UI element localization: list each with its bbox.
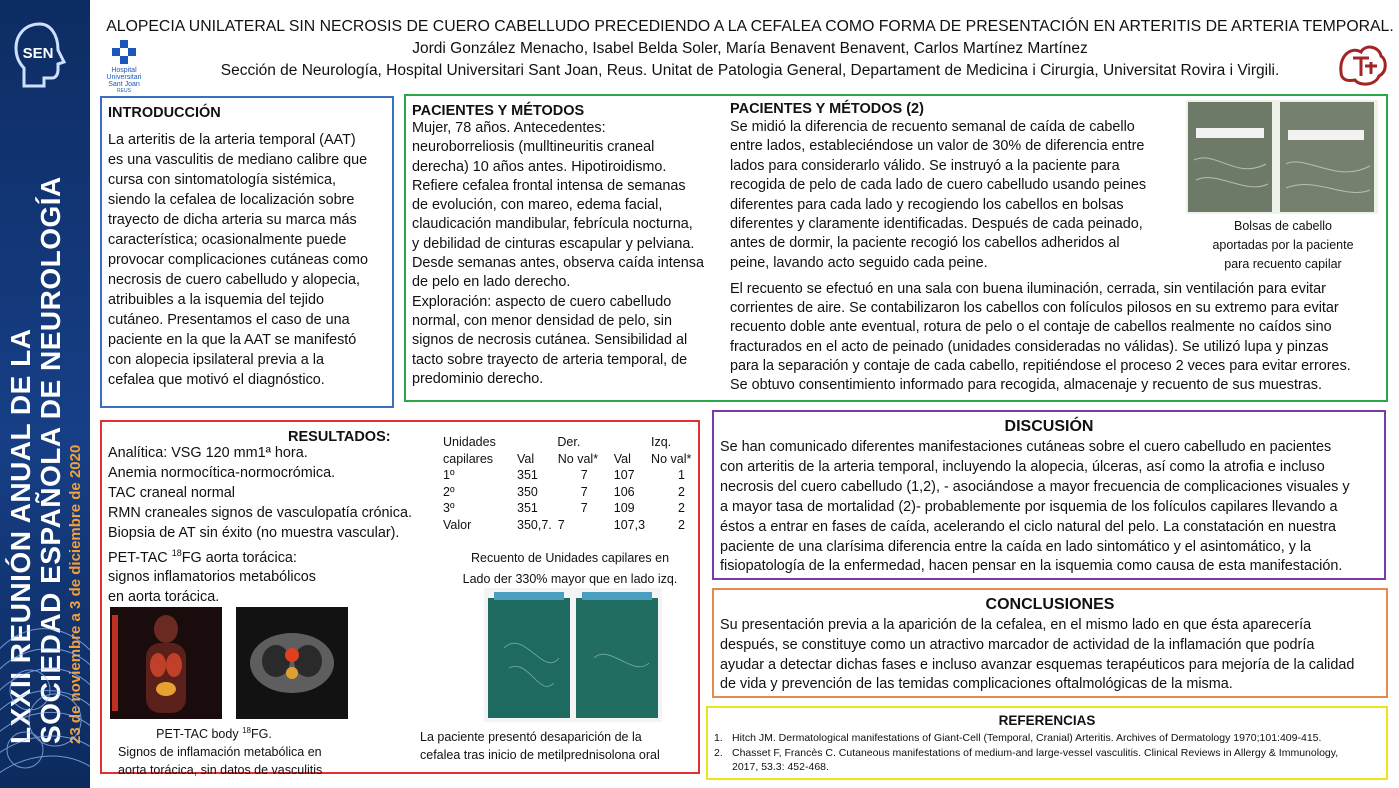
table-cell: 1º <box>443 468 455 482</box>
discusion-line: éstos a entrar en fases de caída, acelerando el ciclo natural del pelo. La constatación en nuestra <box>720 518 1336 535</box>
resultados-line: Anemia normocítica-normocrómica. <box>108 464 336 481</box>
brain-graphic <box>0 600 90 788</box>
table-header-cell: Val <box>613 451 631 466</box>
pacientes-line: tacto sobre trayecto de arteria temporal, de <box>412 351 688 368</box>
discusion-line: Se han comunicado diferentes manifestaciones cutáneas sobre el cuero cabelludo en pacientes <box>720 439 1332 455</box>
pacientes-line: de pelo en lado derecho. <box>412 274 571 291</box>
table-cell: 7 <box>580 501 588 515</box>
conference-title-line2: SOCIEDAD ESPAÑOLA DE NEUROLOGÍA <box>35 176 66 744</box>
pet-suffix: FG aorta torácica: <box>181 549 297 566</box>
table-cell: 109 <box>613 501 635 515</box>
discusion-line: necrosis del cuero cabelludo (1,2), - asociándose a mayor frecuencia de complicaciones visuales y <box>720 478 1350 495</box>
reference-item <box>714 731 1386 746</box>
reference-number: 2. <box>714 746 723 759</box>
conclusiones-heading: CONCLUSIONES <box>985 596 1115 613</box>
intro-line: trayecto de dicha arteria su marca más <box>108 212 357 228</box>
resultados-pet-line <box>108 544 438 569</box>
pacientes-line: Mujer, 78 años. Antecedentes: <box>412 120 606 136</box>
pacientes2-text-top <box>730 118 1180 273</box>
pet-axial-image <box>236 607 348 719</box>
referencias-heading: REFERENCIAS <box>998 713 1096 728</box>
table-header-cell: No val* <box>557 451 599 466</box>
pacientes2-line: recogida de pelo de cada lado de cuero cabelludo usando peines <box>730 177 1147 194</box>
discusion-heading: DISCUSIÓN <box>1004 418 1094 435</box>
pet-axial-scan <box>236 607 348 719</box>
conference-sidebar <box>0 0 90 788</box>
pet-caption <box>104 722 364 779</box>
pacientes-heading: PACIENTES Y MÉTODOS <box>412 103 585 119</box>
discusion-line: fisiopatología de la enfermedad, hacen pensar en la isquemia como causa de esta manifestación. <box>720 558 1343 575</box>
intro-line: es una vasculitis de mediano calibre que <box>108 152 368 168</box>
resultados-line: en aorta torácica. <box>108 589 220 606</box>
table-cell: 107,3 <box>613 517 646 532</box>
table-header-row <box>440 434 694 451</box>
intro-line: necrosis de cuero cabelludo y alopecia, <box>108 272 360 288</box>
table-cell: 2 <box>678 517 685 532</box>
pet-caption-line: aorta torácica, sin datos de vasculitis <box>118 763 323 778</box>
discusion-line: con arteritis de la arteria temporal, incluyendo la alopecia, úlceras, así como la atrofia e incluso <box>720 458 1325 475</box>
resultados-line: Analítica: VSG 120 mm1ª hora. <box>108 445 308 461</box>
hair-bags-caption-line: para recuento capilar <box>1224 257 1342 271</box>
discusion-line: paciente de una clarísima diferencia entre la caída en lado sintomático y el asintomático, y la <box>720 538 1312 555</box>
conclusiones-line: ayudar a detectar dichas fases e incluso avanzar esquemas terapéuticos para mejoría de la calidad <box>720 656 1355 673</box>
intro-line: cursa con sintomatología sistémica, <box>108 172 336 188</box>
table-cell: 2º <box>443 484 455 499</box>
treatment-photo <box>484 588 662 722</box>
conclusiones-line: de vida y prevención de las temidas complicaciones oftalmológicas de la misma. <box>720 676 1233 693</box>
discusion-text <box>720 438 1384 577</box>
pacientes2-line: fracturados en el acto de peinado (unidades consideradas no válidas). Se utilizó lupa y pinzas <box>730 338 1329 355</box>
resultados-line: TAC craneal normal <box>108 484 235 501</box>
pet-caption-sup: 18 <box>242 726 251 735</box>
conclusiones-text <box>720 616 1386 695</box>
pacientes-line: claudicación mandibular, febrícula nocturna, <box>412 216 693 233</box>
pet-caption-title <box>104 722 364 743</box>
table-caption-line: Recuento de Unidades capilares en <box>470 551 670 565</box>
conference-dates: 23 de noviembre a 3 de diciembre de 2020 <box>67 444 84 744</box>
table-cell: 2 <box>678 501 685 515</box>
pet-sup: 18 <box>171 547 182 558</box>
hair-bags-photo <box>1186 100 1378 214</box>
table-cell: 3º <box>443 501 455 515</box>
hospital-logo-line2: Universitari <box>106 74 142 81</box>
hair-bags-image <box>1186 100 1378 214</box>
resultados-line: Biopsia de AT sin éxito (no muestra vascular). <box>108 524 400 541</box>
pacientes2-text-bottom <box>730 280 1385 395</box>
table-cell: 351 <box>517 468 538 482</box>
conclusiones-line: después, se constituye como un atractivo marcador de actividad de la inflamación que podría <box>720 636 1315 653</box>
pacientes2-line: entre lados, estableciéndose un valor de 30% de diferencia entre <box>730 138 1145 155</box>
table-cell: 106 <box>613 484 635 499</box>
introduccion-heading: INTRODUCCIÓN <box>108 105 221 121</box>
hospital-logo-line3: Sant Joan <box>108 81 140 88</box>
treatment-caption-line: cefalea tras inicio de metilprednisolona oral <box>420 748 660 762</box>
pacientes-line: predominio derecho. <box>412 370 544 387</box>
table-row <box>440 500 694 517</box>
pacientes2-line: Se midió la diferencia de recuento semanal de caída de cabello <box>730 119 1135 135</box>
introduccion-text <box>108 130 390 390</box>
pet-body-scan <box>110 607 222 719</box>
reference-text: Hitch JM. Dermatological manifestations of Giant-Cell (Temporal, Cranial) Arteritis. Archives of Dermatology 1970;101:409-415. <box>732 732 1322 744</box>
table-caption <box>450 548 690 590</box>
pacientes2-line: diferentes y claramente identificadas. Después de cada peinado, <box>730 216 1143 233</box>
pacientes-line: Exploración: aspecto de cuero cabelludo <box>412 293 672 310</box>
intro-line: provocar complicaciones cutáneas como <box>108 252 368 268</box>
hair-bags-caption <box>1180 217 1386 274</box>
pet-prefix: PET-TAC <box>108 549 172 566</box>
table-cell: 350,7. <box>517 517 552 532</box>
table-cell: 107 <box>613 468 635 482</box>
table-header-cell: capilares <box>443 451 494 466</box>
resultados-line: RMN craneales signos de vasculopatía crónica. <box>108 504 412 521</box>
intro-line: siendo la cefalea de localización sobre <box>108 192 355 208</box>
table-header-cell: Der. <box>557 435 581 449</box>
table-cell: 7 <box>580 484 588 499</box>
hair-count-table <box>440 434 694 533</box>
pet-body-image <box>110 607 222 719</box>
table-cell: 7 <box>580 468 588 482</box>
conference-title-line1: LXXII REUNIÓN ANUAL DE LA <box>5 328 36 744</box>
table-cell: 7 <box>557 517 565 532</box>
resultados-line: signos inflamatorios metabólicos <box>108 569 316 586</box>
intro-line: cefalea que motivó el diagnóstico. <box>108 372 325 388</box>
pacientes-line: de evolución, con mareo, edema facial, <box>412 197 663 214</box>
table-header-cell: Val <box>517 451 535 466</box>
pacientes-line: neuroborreliosis (mulltineuritis craneal <box>412 139 655 156</box>
table-header-cell: No val* <box>651 451 692 466</box>
intro-line: atribuibles a la isquemia del tejido <box>108 292 324 308</box>
table-header-cell: Izq. <box>650 435 672 449</box>
intro-line: paciente en la que la AAT se manifestó <box>108 332 357 348</box>
intro-line: La arteritis de la arteria temporal (AAT) <box>108 132 356 148</box>
reference-text: Chasset F, Francès C. Cutaneous manifestations of medium-and large-vessel vasculitis. Clinical Reviews in Allergy & Immunology, <box>732 746 1339 759</box>
table-caption-line: Lado der 330% mayor que en lado izq. <box>462 572 678 586</box>
hospital-logo-line4: REUS <box>117 88 131 92</box>
intro-line: característica; ocasionalmente puede <box>108 232 347 248</box>
hospital-logo-line1: Hospital <box>111 67 137 74</box>
treatment-image <box>484 588 662 722</box>
table-row <box>440 517 694 534</box>
pacientes-line: signos de necrosis cutánea. Sensibilidad al <box>412 332 688 349</box>
table-cell: 1 <box>678 468 685 482</box>
pacientes2-line: recuento doble ante eventual, rotura de pelo o el contaje de cabellos realmente no caídos sino <box>730 319 1332 336</box>
pacientes-line: y debilidad de cinturas escapular y pelviana. <box>412 235 695 252</box>
pacientes2-line: para la separación y contaje de cada cabello, repitiéndose el proceso 2 veces para evitar errores. <box>730 357 1351 374</box>
pacientes2-heading: PACIENTES Y MÉTODOS (2) <box>730 101 924 117</box>
pacientes-line: normal, con menor densidad de pelo, sin <box>412 312 672 329</box>
pacientes2-line: corrientes de aire. Se contabilizaron los cabellos con folículos pilosos en su extremo para evitar <box>730 300 1339 317</box>
hair-bags-caption-line: Bolsas de cabello <box>1234 219 1332 233</box>
pacientes2-line: Se obtuvo consentimiento informado para recogida, almacenaje y recuento de sus muestras. <box>730 377 1322 394</box>
reference-number: 1. <box>714 732 723 744</box>
poster-affiliation: Sección de Neurología, Hospital Universitari Sant Joan, Reus. Unitat de Patologia General, Departament de Medicina i Cirurgia, Universitat Rovira i Virgili. <box>220 62 1280 79</box>
table-row <box>440 484 694 501</box>
table-header-cell: Unidades <box>443 435 496 449</box>
intro-line: con alopecia ipsilateral previa a la <box>108 352 324 368</box>
table-cell: 350 <box>517 484 538 499</box>
table-header-row <box>440 451 694 468</box>
pacientes2-line: peine, lavando acto seguido cada peine. <box>730 254 988 271</box>
treatment-caption <box>420 728 700 764</box>
table-cell: 2 <box>678 484 685 499</box>
pacientes2-line: antes de dormir, la paciente recogió los cabellos adheridos al <box>730 235 1120 252</box>
table-row <box>440 467 694 484</box>
treatment-caption-line: La paciente presentó desaparición de la <box>420 730 642 744</box>
pacientes2-line: diferentes para cada lado y recogiendo los cabellos en bolsas <box>730 196 1124 213</box>
intro-line: cutáneo. Presentamos el caso de una <box>108 312 350 328</box>
pet-caption-line: Signos de inflamación metabólica en <box>118 745 322 760</box>
pacientes-line: derecha) 10 años antes. Hipotiroidismo. <box>412 158 667 175</box>
hair-bags-caption-line: aportadas por la paciente <box>1212 238 1354 252</box>
resultados-heading: RESULTADOS: <box>288 429 391 445</box>
sen-logo-text: SEN <box>22 45 54 62</box>
pacientes-text <box>412 119 722 389</box>
reference-text-cont: 2017, 53.3: 452-468. <box>732 761 829 773</box>
pet-caption-suffix: FG. <box>250 727 272 742</box>
pacientes2-line: El recuento se efectuó en una sala con buena iluminación, cerrada, sin ventilación para evitar <box>730 281 1326 297</box>
referencias-list <box>714 731 1386 775</box>
pet-caption-prefix: PET-TAC body <box>156 727 243 742</box>
poster-authors: Jordi González Menacho, Isabel Belda Soler, María Benavent Benavent, Carlos Martínez Martínez <box>412 40 1088 57</box>
pacientes2-line: lados para considerarlo válido. Se instruyó a la paciente para <box>730 157 1120 174</box>
discusion-line: a mayor tasa de mortalidad (2)- probablemente por isquemia de los folículos capilares llevando a <box>720 498 1338 515</box>
reference-item <box>714 746 1386 761</box>
poster-title: ALOPECIA UNILATERAL SIN NECROSIS DE CUERO CABELLUDO PRECEDIENDO A LA CEFALEA COMO FORMA DE PRESENTACIÓN EN ARTERITIS DE ARTERIA TEMPORAL. <box>106 18 1394 35</box>
table-cell: Valor <box>443 517 472 532</box>
pacientes-line: Desde semanas antes, observa caída intensa <box>412 255 704 272</box>
resultados-text <box>108 444 438 608</box>
conclusiones-line: Su presentación previa a la aparición de la cefalea, en el mismo lado en que ésta aparecería <box>720 617 1312 633</box>
pacientes-line: Refiere cefalea frontal intensa de semanas <box>412 177 686 194</box>
table-cell: 351 <box>517 501 538 515</box>
